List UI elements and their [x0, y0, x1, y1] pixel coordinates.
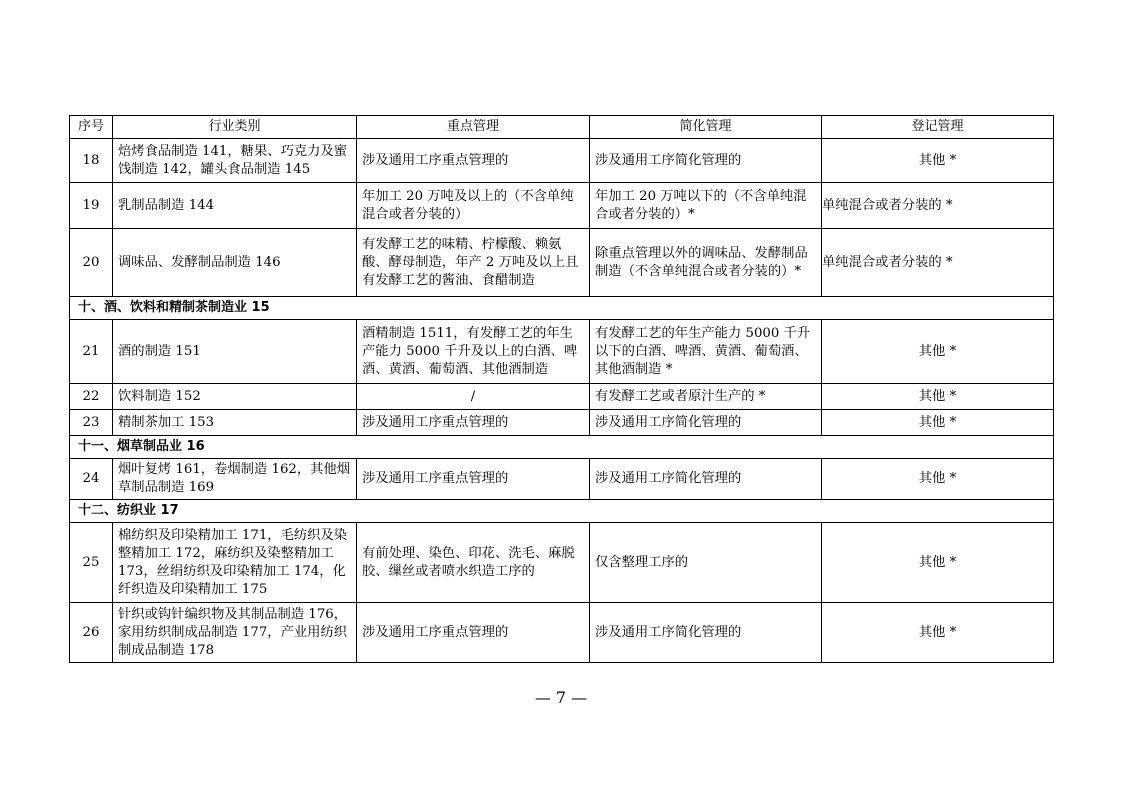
registration-cell: 其他 *	[822, 384, 1054, 410]
registration-cell: 其他 *	[822, 320, 1054, 384]
industry-cell: 调味品、发酵制品制造 146	[113, 229, 357, 297]
header-industry: 行业类别	[113, 116, 357, 139]
industry-cell: 酒的制造 151	[113, 320, 357, 384]
row-number: 21	[70, 320, 113, 384]
key-management-cell: 有前处理、染色、印花、洗毛、麻脱胶、缫丝或者喷水织造工序的	[357, 523, 590, 603]
section-heading: 十、酒、饮料和精制茶制造业 15	[70, 297, 1054, 320]
header-key-management: 重点管理	[357, 116, 590, 139]
key-management-cell: 涉及通用工序重点管理的	[357, 139, 590, 183]
industry-cell: 精制茶加工 153	[113, 410, 357, 436]
simplified-management-cell: 涉及通用工序简化管理的	[590, 603, 822, 663]
table-row	[70, 523, 1054, 603]
registration-cell: 其他 *	[822, 523, 1054, 603]
table-row	[70, 410, 1054, 436]
industry-cell: 乳制品制造 144	[113, 183, 357, 229]
header-no: 序号	[70, 116, 113, 139]
simplified-management-cell: 仅含整理工序的	[590, 523, 822, 603]
simplified-management-cell: 除重点管理以外的调味品、发酵制品制造（不含单纯混合或者分装的）*	[590, 229, 822, 297]
section-heading: 十二、纺织业 17	[70, 500, 1054, 523]
row-number: 18	[70, 139, 113, 183]
registration-cell: 单纯混合或者分装的 *	[822, 183, 1054, 229]
header-registration-management: 登记管理	[822, 116, 1054, 139]
simplified-management-cell: 年加工 20 万吨以下的（不含单纯混合或者分装的）*	[590, 183, 822, 229]
key-management-cell: 涉及通用工序重点管理的	[357, 603, 590, 663]
table-row	[70, 384, 1054, 410]
key-management-cell: 涉及通用工序重点管理的	[357, 459, 590, 500]
industry-cell: 焙烤食品制造 141，糖果、巧克力及蜜饯制造 142，罐头食品制造 145	[113, 139, 357, 183]
simplified-management-cell: 涉及通用工序简化管理的	[590, 459, 822, 500]
header-simplified-management: 简化管理	[590, 116, 822, 139]
section-row	[70, 297, 1054, 320]
section-heading: 十一、烟草制品业 16	[70, 436, 1054, 459]
simplified-management-cell: 涉及通用工序简化管理的	[590, 410, 822, 436]
table-header-row	[70, 116, 1054, 139]
key-management-cell: 涉及通用工序重点管理的	[357, 410, 590, 436]
section-row	[70, 500, 1054, 523]
key-management-cell: /	[357, 384, 590, 410]
key-management-cell: 有发酵工艺的味精、柠檬酸、赖氨酸、酵母制造，年产 2 万吨及以上且有发酵工艺的酱油、食醋制造	[357, 229, 590, 297]
table-row	[70, 229, 1054, 297]
row-number: 19	[70, 183, 113, 229]
industry-cell: 饮料制造 152	[113, 384, 357, 410]
registration-cell: 其他 *	[822, 410, 1054, 436]
table-row	[70, 139, 1054, 183]
row-number: 20	[70, 229, 113, 297]
registration-cell: 其他 *	[822, 603, 1054, 663]
section-row	[70, 436, 1054, 459]
key-management-cell: 酒精制造 1511，有发酵工艺的年生产能力 5000 千升及以上的白酒、啤酒、黄酒、葡萄酒、其他酒制造	[357, 320, 590, 384]
simplified-management-cell: 有发酵工艺或者原汁生产的 *	[590, 384, 822, 410]
registration-cell: 其他 *	[822, 139, 1054, 183]
industry-cell: 烟叶复烤 161，卷烟制造 162，其他烟草制品制造 169	[113, 459, 357, 500]
key-management-cell: 年加工 20 万吨及以上的（不含单纯混合或者分装的）	[357, 183, 590, 229]
row-number: 26	[70, 603, 113, 663]
row-number: 23	[70, 410, 113, 436]
industry-cell: 针织或钩针编织物及其制品制造 176，家用纺织制成品制造 177，产业用纺织制成品制造 178	[113, 603, 357, 663]
simplified-management-cell: 涉及通用工序简化管理的	[590, 139, 822, 183]
row-number: 24	[70, 459, 113, 500]
table-row	[70, 459, 1054, 500]
row-number: 22	[70, 384, 113, 410]
industry-cell: 棉纺织及印染精加工 171，毛纺织及染整精加工 172，麻纺织及染整精加工 173，丝绢纺织及印染精加工 174，化纤织造及印染精加工 175	[113, 523, 357, 603]
registration-cell: 其他 *	[822, 459, 1054, 500]
permit-management-table	[69, 115, 1054, 663]
row-number: 25	[70, 523, 113, 603]
table-row	[70, 183, 1054, 229]
table-row	[70, 320, 1054, 384]
table-row	[70, 603, 1054, 663]
page-number: — 7 —	[534, 688, 588, 707]
simplified-management-cell: 有发酵工艺的年生产能力 5000 千升以下的白酒、啤酒、黄酒、葡萄酒、其他酒制造 *	[590, 320, 822, 384]
registration-cell: 单纯混合或者分装的 *	[822, 229, 1054, 297]
